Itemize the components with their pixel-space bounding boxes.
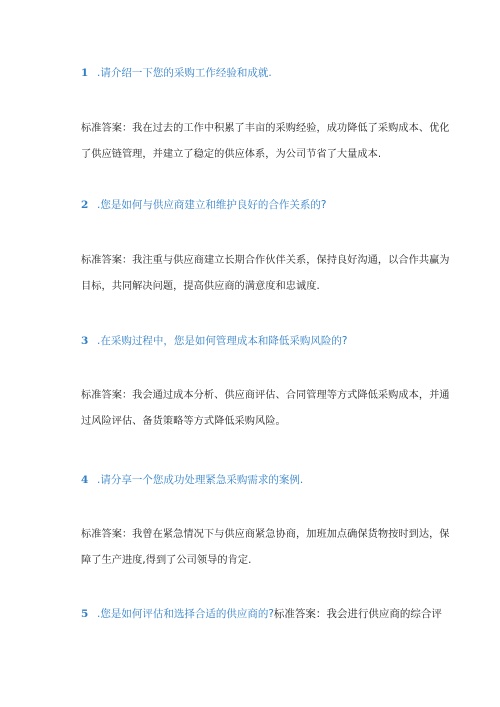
answer-2 [81, 248, 450, 300]
question-text: .请分享一个您成功处理紧急采购需求的案例. [97, 474, 304, 486]
question-2 [81, 198, 441, 212]
answer-line: 标准答案：我会通过成本分析、供应商评估、合同管理等方式降低采购成本，并通 [81, 390, 450, 401]
answer-line: 目标，共同解决问题，提高供应商的满意度和忠诚度. [81, 281, 320, 292]
answer-line: 过风险评估、备货策略等方式降低采购风险。 [81, 416, 286, 427]
inline-answer: 标准答案：我会进行供应商的综合评 [273, 608, 442, 620]
answer-4 [81, 522, 450, 574]
question-number: 3 [81, 335, 89, 347]
question-text: .您是如何评估和选择合适的供应商的? [97, 608, 274, 620]
question-text: .您是如何与供应商建立和维护良好的合作关系的? [97, 199, 327, 211]
question-number: 1 [81, 67, 89, 79]
question-1 [81, 66, 441, 80]
answer-1 [81, 116, 450, 168]
answer-3 [81, 383, 450, 435]
answer-line: 标准答案：我注重与供应商建立长期合作伙伴关系，保持良好沟通，以合作共赢为 [81, 255, 450, 266]
question-number: 4 [81, 474, 89, 486]
question-5 [81, 607, 441, 621]
answer-line: 了供应链管理，并建立了稳定的供应体系，为公司节省了大量成本. [81, 149, 382, 160]
question-text: .在采购过程中，您是如何管理成本和降低采购风险的? [97, 335, 348, 347]
question-text: .请介绍一下您的采购工作经验和成就. [97, 67, 272, 79]
answer-line: 标准答案：我曾在紧急情况下与供应商紧急协商，加班加点确保货物按时到达，保 [81, 529, 450, 540]
question-number: 5 [81, 608, 89, 620]
question-number: 2 [81, 199, 89, 211]
answer-line: 标准答案：我在过去的工作中积累了丰亩的采购经验，成功降低了采购成本、优化 [81, 123, 450, 134]
question-3 [81, 334, 441, 348]
answer-line: 障了生产进度,得到了公司领导的肯定. [81, 555, 252, 566]
question-4 [81, 473, 441, 487]
